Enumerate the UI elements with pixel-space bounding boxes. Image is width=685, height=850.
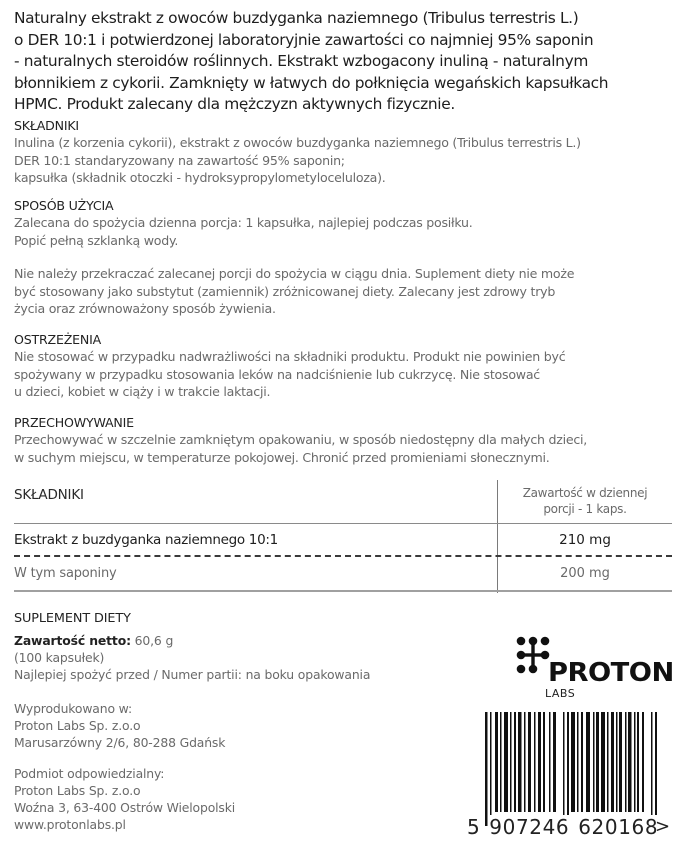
table-header-divider	[14, 523, 672, 524]
website-link[interactable]: www.protonlabs.pl	[14, 817, 126, 832]
table-row-name: Ekstrakt z buzdyganka naziemnego 10:1	[14, 532, 278, 548]
warnings-line: Nie stosować w przypadku nadwrażliwości na składniki produktu. Produkt nie powinien być	[14, 349, 566, 364]
barcode-quiet-zone-arrow: >	[655, 816, 671, 837]
storage-line: Przechowywać w szczelnie zamkniętym opakowaniu, w sposób niedostępny dla małych dzieci,	[14, 432, 588, 447]
description-line: - naturalnych steroidów roślinnych. Ekstrakt wzbogacony inuliną - naturalnym	[14, 52, 588, 70]
logo-wordmark: PROTON	[548, 658, 674, 688]
warnings-heading: OSTRZEŻENIA	[14, 332, 102, 347]
warnings-line: spożywany w przypadku stosowania leków na nadciśnienie lub cukrzycę. Nie stosować	[14, 366, 540, 382]
usage-line: Popić pełną szklanką wody.	[14, 232, 179, 248]
capsule-count: (100 kapsułek)	[14, 650, 105, 665]
table-header-amount	[498, 485, 672, 517]
barcode-group-1: 907246	[489, 815, 570, 839]
manufacturer-line: Proton Labs Sp. z.o.o	[14, 718, 141, 733]
net-content-block	[14, 632, 370, 683]
proton-labs-logo	[516, 636, 674, 700]
storage-line: w suchym miejscu, w temperaturze pokojowej. Chronić przed promieniami słonecznymi.	[14, 449, 550, 465]
best-before: Najlepiej spożyć przed / Numer partii: na boku opakowania	[14, 667, 371, 682]
net-content-label: Zawartość netto:	[14, 633, 131, 648]
description-line: o DER 10:1 i potwierdzonej laboratoryjnie zawartości co najmniej 95% saponin	[14, 30, 594, 49]
manufacturer-line: Marusarzówny 2/6, 80-288 Gdańsk	[14, 735, 226, 750]
logo-subtext: LABS	[545, 687, 576, 700]
description-line: błonnikiem z cykorii. Zamknięty w łatwych do połknięcia wegańskich kapsułkach	[14, 73, 609, 92]
supplement-heading: SUPLEMENT DIETY	[14, 611, 131, 626]
responsible-line: Proton Labs Sp. z.o.o	[14, 783, 141, 798]
usage-heading: SPOSÓB UŻYCIA	[14, 198, 114, 213]
ingredients-table	[14, 480, 672, 593]
usage-text	[14, 214, 473, 249]
table-header-amount-line: porcji - 1 kaps.	[543, 502, 627, 516]
responsible-entity-block	[14, 765, 235, 833]
barcode-group-2: 620168	[578, 815, 659, 839]
ingredients-line: Inulina (z korzenia cykorii), ekstrakt z owoców buzdyganka naziemnego (Tribulus terrestris L.)	[14, 135, 581, 150]
warnings-text	[14, 348, 565, 401]
usage-line: Zalecana do spożycia dzienna porcja: 1 kapsułka, najlepiej podczas posiłku.	[14, 215, 473, 230]
table-row-amount: 210 mg	[559, 532, 611, 548]
ingredients-line: DER 10:1 standaryzowany na zawartość 95% saponin;	[14, 152, 345, 168]
description-line: Naturalny ekstrakt z owoców buzdyganka naziemnego (Tribulus terrestris L.)	[14, 9, 579, 27]
table-bottom-border	[14, 590, 672, 592]
table-row-name: W tym saponiny	[14, 566, 117, 581]
ean-barcode	[485, 712, 657, 826]
ingredients-heading: SKŁADNIKI	[14, 118, 79, 133]
responsible-line: Podmiot odpowiedzialny:	[14, 766, 165, 781]
responsible-line: Woźna 3, 63-400 Ostrów Wielopolski	[14, 800, 236, 815]
net-content-value: 60,6 g	[130, 633, 174, 648]
product-description	[14, 8, 679, 116]
net-content	[14, 632, 370, 649]
table-header-amount-line: Zawartość w dziennej	[522, 486, 648, 500]
table-row-amount: 200 mg	[560, 566, 610, 581]
ingredients-line: kapsułka (składnik otoczki - hydroksypropylometyloceluloza).	[14, 170, 386, 185]
notice-line: Nie należy przekraczać zalecanej porcji do spożycia w ciągu dnia. Suplement diety nie może	[14, 266, 575, 281]
ingredients-text	[14, 134, 581, 187]
storage-text	[14, 431, 587, 466]
storage-heading: PRZECHOWYWANIE	[14, 415, 134, 430]
table-header-ingredient: SKŁADNIKI	[14, 487, 84, 503]
barcode-number	[466, 815, 659, 839]
manufacturer-block	[14, 700, 225, 751]
warnings-line: u dzieci, kobiet w ciąży i w trakcie laktacji.	[14, 384, 271, 399]
notice-text	[14, 265, 574, 318]
notice-line: życia oraz zrównoważony sposób żywienia.	[14, 301, 276, 316]
barcode-first-digit: 5	[467, 815, 481, 839]
description-line: HPMC. Produkt zalecany dla mężczyzn aktywnych fizycznie.	[14, 95, 455, 113]
notice-line: być stosowany jako substytut (zamiennik) zróżnicowanej diety. Zalecany jest zdrowy tryb	[14, 283, 556, 299]
table-row-dashed-divider	[14, 555, 672, 557]
manufacturer-line: Wyprodukowano w:	[14, 701, 132, 716]
